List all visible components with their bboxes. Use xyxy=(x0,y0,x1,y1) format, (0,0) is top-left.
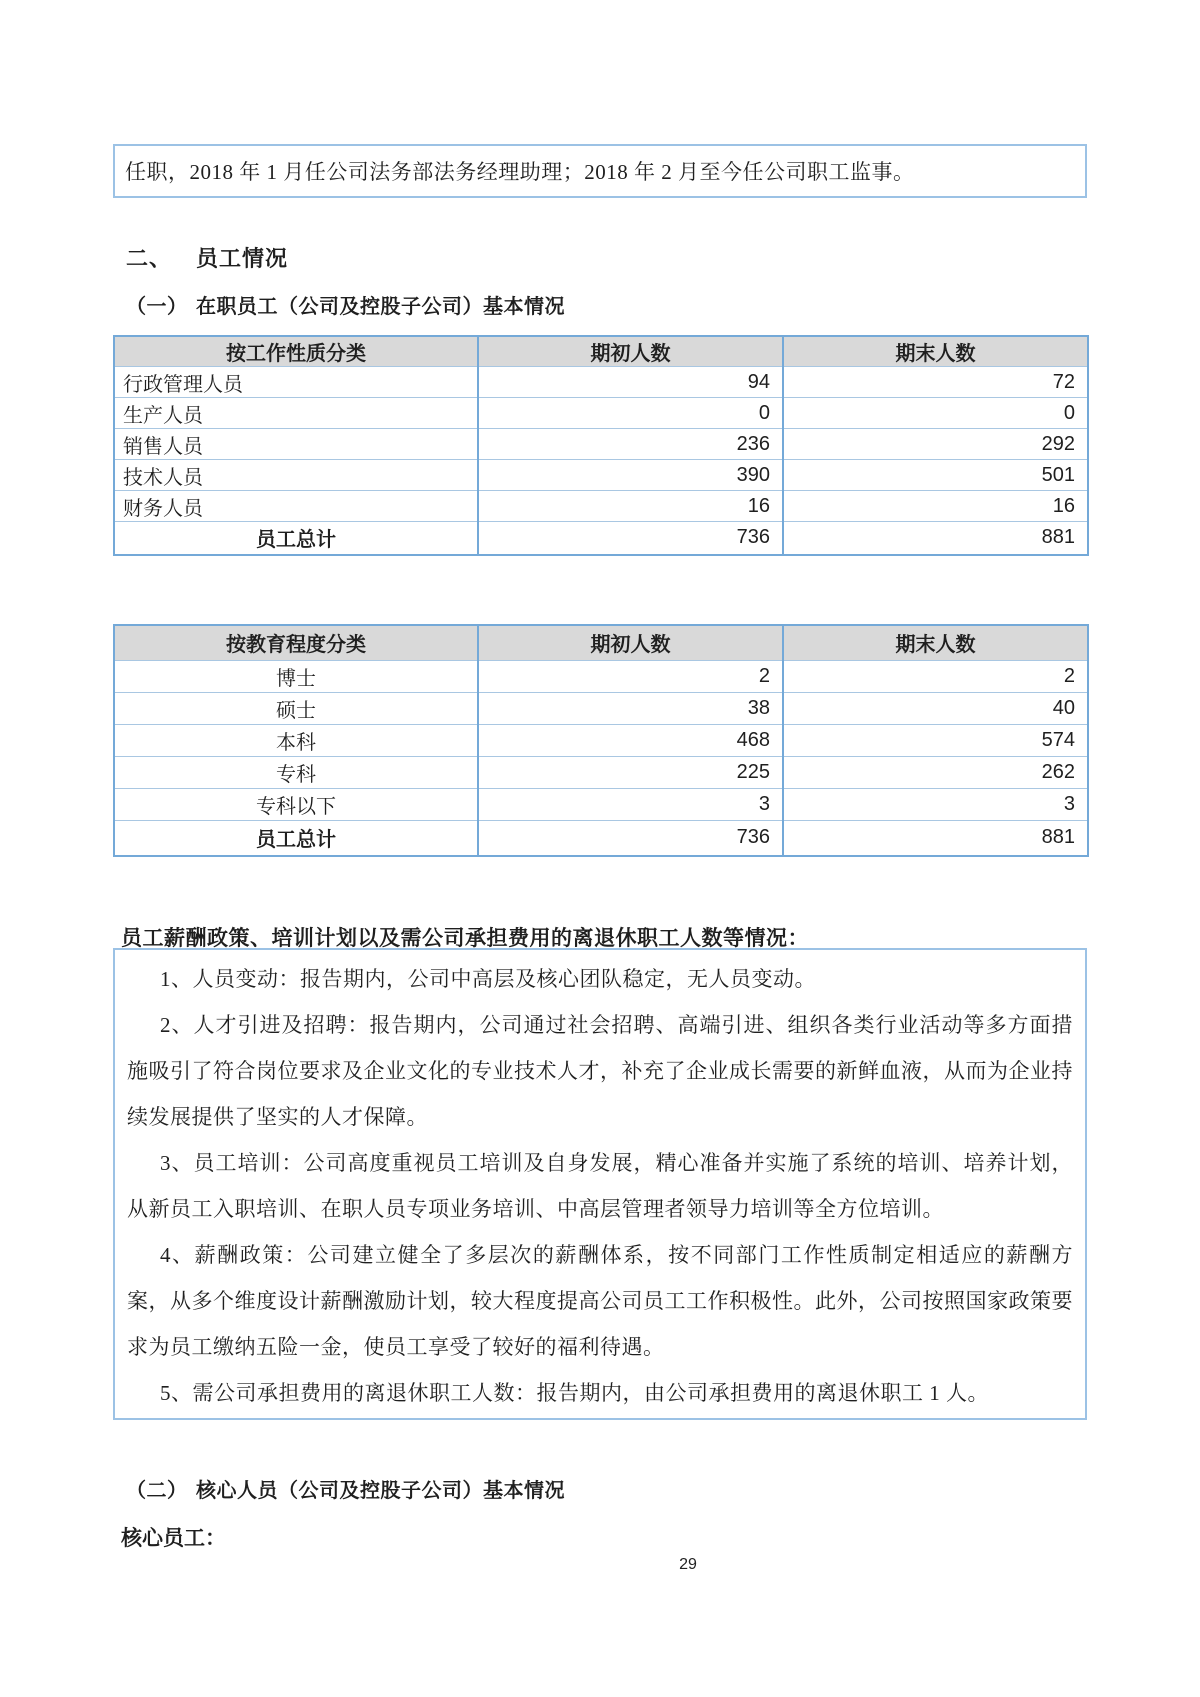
table-employees-by-education xyxy=(113,624,1089,857)
cell-value: 574 xyxy=(783,724,1088,756)
column-header: 期末人数 xyxy=(783,336,1088,367)
cell-value: 736 xyxy=(478,820,783,856)
cell-value: 292 xyxy=(783,429,1088,460)
subsection-heading-2 xyxy=(126,1474,565,1503)
cell-value: 0 xyxy=(783,398,1088,429)
cell-label: 本科 xyxy=(114,724,478,756)
column-header: 期末人数 xyxy=(783,625,1088,660)
subsection-1-title: 在职员工（公司及控股子公司）基本情况 xyxy=(196,296,565,318)
policy-paragraph-1: 1、人员变动：报告期内，公司中高层及核心团队稳定，无人员变动。 xyxy=(160,967,816,991)
column-header: 按教育程度分类 xyxy=(114,625,478,660)
policy-heading: 员工薪酬政策、培训计划以及需公司承担费用的离退休职工人数等情况： xyxy=(121,926,809,950)
page-number: 29 xyxy=(679,1556,697,1573)
core-staff-label: 核心员工： xyxy=(121,1526,226,1550)
table-row xyxy=(114,398,1088,429)
table-total-row xyxy=(114,522,1088,555)
section-title: 员工情况 xyxy=(196,246,289,271)
column-header: 期初人数 xyxy=(478,625,783,660)
cell-value: 881 xyxy=(783,820,1088,856)
cell-label: 员工总计 xyxy=(114,820,478,856)
cell-label: 行政管理人员 xyxy=(114,367,478,398)
table-row xyxy=(114,660,1088,692)
table-row xyxy=(114,756,1088,788)
cell-value: 3 xyxy=(478,788,783,820)
section-heading xyxy=(126,242,288,273)
subsection-2-number: （二） xyxy=(126,1480,188,1502)
table-header-row xyxy=(114,625,1088,660)
cell-value: 3 xyxy=(783,788,1088,820)
cell-value: 0 xyxy=(478,398,783,429)
table-row xyxy=(114,460,1088,491)
cell-label: 生产人员 xyxy=(114,398,478,429)
table-row xyxy=(114,692,1088,724)
policy-paragraph-5: 5、需公司承担费用的离退休职工人数：报告期内，由公司承担费用的离退休职工 1 人。 xyxy=(160,1381,989,1405)
table-row xyxy=(114,491,1088,522)
cell-value: 2 xyxy=(478,660,783,692)
intro-box xyxy=(113,144,1087,198)
policy-paragraph-2: 2、人才引进及招聘：报告期内，公司通过社会招聘、高端引进、组织各类行业活动等多方面措施吸引了符合岗位要求及企业文化的专业技术人才，补充了企业成长需要的新鲜血液，从而为企业持续发展提供了坚实的人才保障。 xyxy=(127,1013,1073,1129)
column-header: 期初人数 xyxy=(478,336,783,367)
cell-value: 501 xyxy=(783,460,1088,491)
cell-label: 硕士 xyxy=(114,692,478,724)
column-header: 按工作性质分类 xyxy=(114,336,478,367)
cell-value: 225 xyxy=(478,756,783,788)
subsection-1-number: （一） xyxy=(126,296,188,318)
cell-label: 博士 xyxy=(114,660,478,692)
cell-value: 736 xyxy=(478,522,783,555)
subsection-heading-1 xyxy=(126,290,565,319)
cell-value: 390 xyxy=(478,460,783,491)
cell-label: 专科 xyxy=(114,756,478,788)
table-row xyxy=(114,367,1088,398)
cell-label: 财务人员 xyxy=(114,491,478,522)
table-employees-by-job-type xyxy=(113,335,1089,556)
cell-value: 468 xyxy=(478,724,783,756)
cell-value: 94 xyxy=(478,367,783,398)
policy-paragraph-3: 3、员工培训：公司高度重视员工培训及自身发展，精心准备并实施了系统的培训、培养计划，从新员工入职培训、在职人员专项业务培训、中高层管理者领导力培训等全方位培训。 xyxy=(127,1151,1073,1221)
table-row xyxy=(114,724,1088,756)
section-number: 二、 xyxy=(126,246,173,271)
cell-value: 38 xyxy=(478,692,783,724)
table-header-row xyxy=(114,336,1088,367)
cell-label: 专科以下 xyxy=(114,788,478,820)
table-row xyxy=(114,429,1088,460)
cell-value: 40 xyxy=(783,692,1088,724)
table-row xyxy=(114,788,1088,820)
cell-label: 销售人员 xyxy=(114,429,478,460)
subsection-2-title: 核心人员（公司及控股子公司）基本情况 xyxy=(196,1480,565,1502)
cell-label: 技术人员 xyxy=(114,460,478,491)
cell-value: 262 xyxy=(783,756,1088,788)
cell-label: 员工总计 xyxy=(114,522,478,555)
policy-box xyxy=(113,948,1087,1420)
cell-value: 2 xyxy=(783,660,1088,692)
cell-value: 16 xyxy=(478,491,783,522)
cell-value: 72 xyxy=(783,367,1088,398)
cell-value: 16 xyxy=(783,491,1088,522)
cell-value: 236 xyxy=(478,429,783,460)
table-total-row xyxy=(114,820,1088,856)
cell-value: 881 xyxy=(783,522,1088,555)
policy-paragraph-4: 4、薪酬政策：公司建立健全了多层次的薪酬体系，按不同部门工作性质制定相适应的薪酬方案，从多个维度设计薪酬激励计划，较大程度提高公司员工工作积极性。此外，公司按照国家政策要求为员工缴纳五险一金，使员工享受了较好的福利待遇。 xyxy=(127,1243,1073,1359)
intro-box-text: 任职，2018 年 1 月任公司法务部法务经理助理；2018 年 2 月至今任公司职工监事。 xyxy=(125,160,915,184)
